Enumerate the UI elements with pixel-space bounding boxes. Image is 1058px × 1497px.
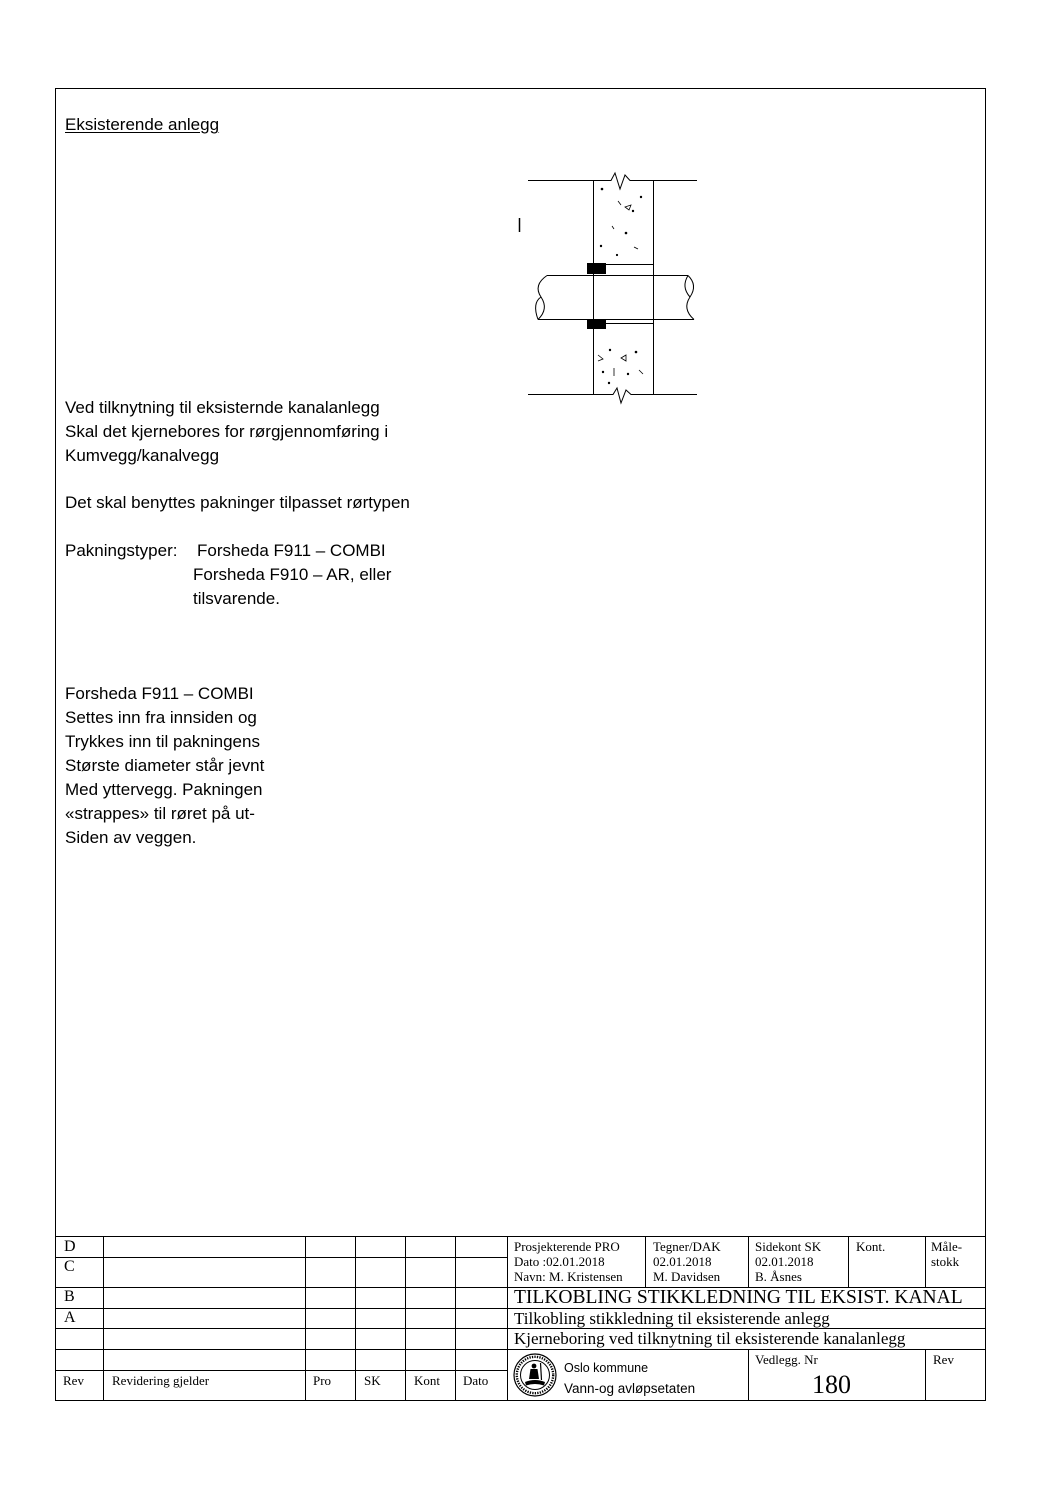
attachment-label: Vedlegg. Nr (755, 1352, 818, 1367)
gasket-type-item: Forsheda F910 – AR, eller (193, 565, 392, 584)
hatch-mark (609, 349, 611, 351)
revision-header-dato: Dato (463, 1373, 489, 1388)
drawing-subtitle: Kjerneboring ved tilknytning til eksisterende kanalanlegg (514, 1329, 906, 1348)
seal-figure-head (532, 1364, 537, 1369)
hatch-mark (600, 245, 602, 247)
department-name: Vann-og avløpsetaten (564, 1381, 696, 1396)
drawing-subtitle: Tilkobling stikkledning til eksisterende anlegg (514, 1309, 830, 1328)
gasket-type-item: tilsvarende. (193, 589, 280, 608)
concrete-hatching (598, 188, 643, 384)
hatch-mark (627, 373, 629, 375)
revision-header-rev: Rev (63, 1373, 84, 1388)
revision-row-label: D (64, 1238, 76, 1255)
designer-label: Prosjekterende PRO (514, 1239, 620, 1254)
hatch-mark (621, 355, 626, 361)
revision-row-label: B (64, 1288, 75, 1305)
hatch-mark (625, 205, 631, 210)
hatch-mark (632, 210, 634, 212)
designer-name: Navn: M. Kristensen (514, 1269, 623, 1284)
pipe-break-right-loop (685, 276, 690, 298)
drafter-date: 02.01.2018 (653, 1254, 712, 1269)
gasket-types-label: Pakningstyper: (65, 541, 178, 560)
revision-label: Rev (933, 1352, 954, 1367)
hatch-mark (625, 232, 627, 234)
scale-label: stokk (931, 1254, 960, 1269)
hatch-mark (634, 247, 638, 249)
wall-penetration-drawing (505, 165, 705, 410)
attachment-number: 180 (812, 1370, 851, 1399)
drafter-label: Tegner/DAK (653, 1239, 721, 1254)
pipe-break-left-loop (536, 297, 541, 320)
seal-figure-base (525, 1380, 545, 1386)
page-checker-date: 02.01.2018 (755, 1254, 814, 1269)
intro-line: Ved tilknytning til eksisternde kanalanlegg (65, 398, 380, 417)
drafter-name: M. Davidsen (653, 1269, 721, 1284)
hatch-mark (601, 188, 603, 190)
seal-figure-staff (541, 1363, 542, 1380)
hatch-mark (635, 351, 637, 353)
revision-header-sk: SK (364, 1373, 381, 1388)
section-heading: Eksisterende anlegg (65, 115, 220, 134)
combi-instruction-line: Med yttervegg. Pakningen (65, 780, 263, 799)
combi-instruction-line: Forsheda F911 – COMBI (65, 684, 254, 703)
wall-break-top (593, 173, 653, 189)
drawing-title: TILKOBLING STIKKLEDNING TIL EKSIST. KANAL (514, 1287, 963, 1308)
scale-label: Måle- (931, 1239, 963, 1254)
combi-instruction-line: «strappes» til røret på ut- (65, 804, 255, 823)
hatch-mark (608, 382, 610, 384)
revision-row-label: C (64, 1258, 75, 1275)
combi-instruction-line: Settes inn fra innsiden og (65, 708, 257, 727)
hatch-mark (639, 370, 643, 374)
revision-header-kont: Kont (414, 1373, 440, 1388)
gasket-lower (587, 319, 606, 329)
designer-date: Dato :02.01.2018 (514, 1254, 605, 1269)
combi-instruction-line: Trykkes inn til pakningens (65, 732, 260, 751)
gasket-requirement: Det skal benyttes pakninger tilpasset rørtypen (65, 493, 410, 512)
hatch-mark (612, 226, 614, 229)
hatch-mark (602, 371, 604, 373)
gasket-upper (587, 263, 606, 274)
combi-instruction-line: Største diameter står jevnt (65, 756, 265, 775)
intro-line: Skal det kjernebores for rørgjennomføring i (65, 422, 389, 441)
control-label: Kont. (856, 1239, 886, 1254)
page-checker-label: Sidekont SK (755, 1239, 822, 1254)
oslo-kommune-seal-logo (512, 1352, 558, 1398)
revision-header-description: Revidering gjelder (112, 1373, 210, 1388)
hatch-mark (616, 254, 617, 255)
revision-header-pro: Pro (313, 1373, 332, 1388)
organization-name: Oslo kommune (564, 1361, 649, 1375)
pipe-break-left (538, 276, 547, 320)
gasket-type-item: Forsheda F911 – COMBI (197, 541, 386, 560)
wall-break-bottom (593, 388, 653, 403)
combi-instruction-line: Siden av veggen. (65, 828, 197, 847)
hatch-mark (618, 201, 621, 205)
intro-line: Kumvegg/kanalvegg (65, 446, 220, 465)
seal-figure-body (529, 1369, 539, 1379)
pipe-break-right (687, 276, 694, 320)
hatch-mark (598, 355, 603, 361)
page-checker-name: B. Åsnes (755, 1269, 802, 1284)
hatch-mark (640, 196, 642, 198)
revision-row-label: A (64, 1309, 76, 1326)
